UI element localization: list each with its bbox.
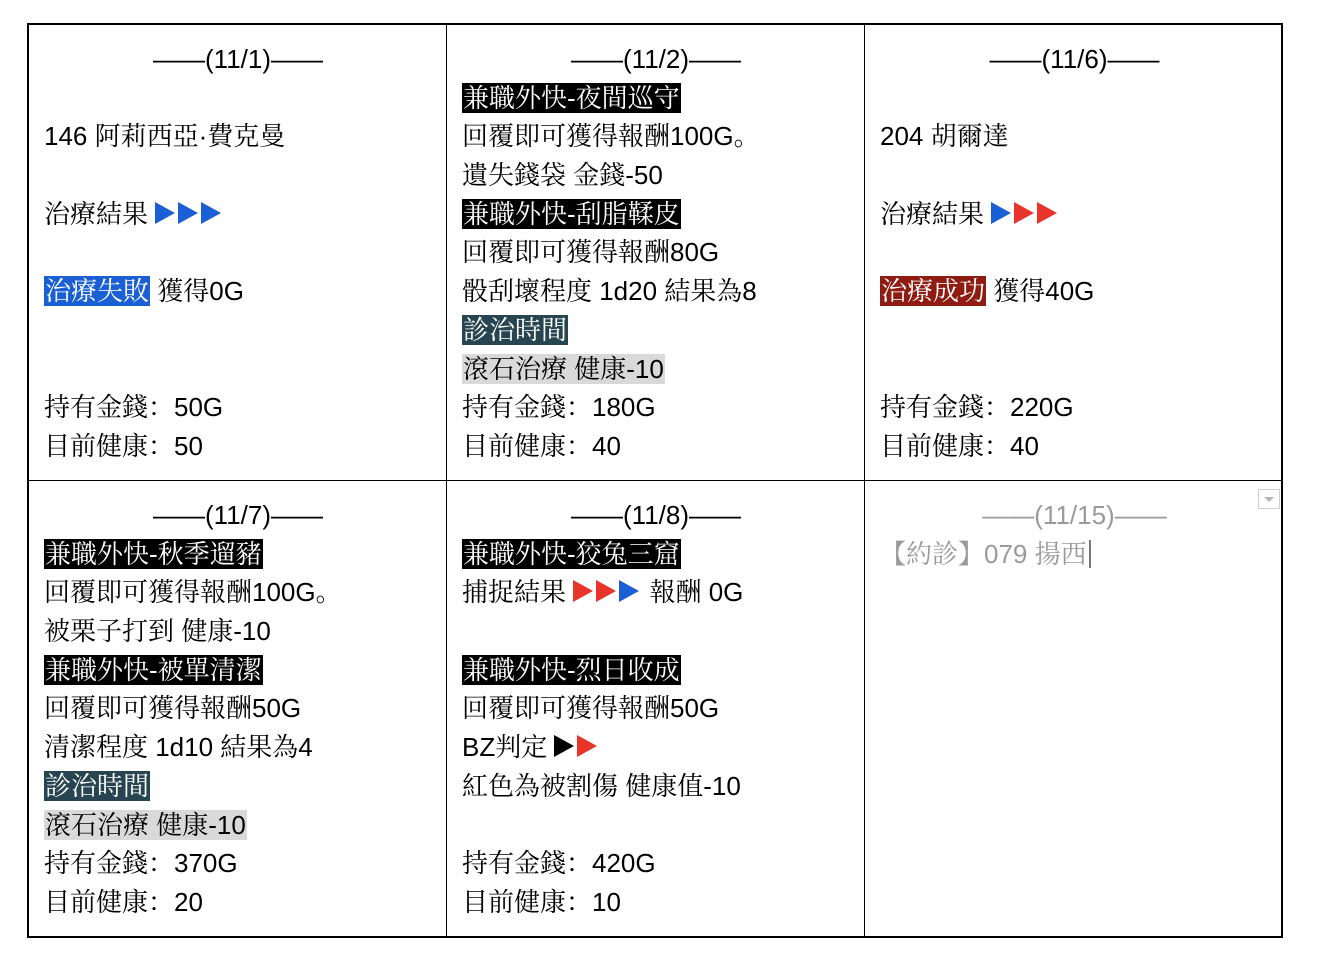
triangle-red-icon	[577, 735, 597, 757]
capture-result-label: 捕捉結果	[462, 577, 567, 608]
job-reward: 報酬 0G	[649, 577, 744, 608]
health-status: 目前健康：50	[44, 430, 203, 461]
triangle-blue-icon	[178, 202, 198, 224]
job-title: 兼職外快-刮脂鞣皮	[463, 198, 680, 229]
triangle-red-icon	[1014, 202, 1034, 224]
triangle-blue-icon	[619, 580, 639, 602]
job-event: 骰刮壞程度 1d20 結果為8	[462, 276, 757, 307]
clinic-title: 診治時間	[45, 770, 150, 801]
job-event: 清潔程度 1d10 結果為4	[44, 732, 313, 763]
job-title: 兼職外快-被單清潔	[45, 654, 262, 685]
health-status: 目前健康：40	[880, 430, 1039, 461]
job-reward: 回覆即可獲得報酬100G。	[44, 577, 342, 608]
triangle-red-icon	[1037, 202, 1057, 224]
treatment-result-label: 治療結果	[880, 198, 985, 229]
job-reward: 回覆即可獲得報酬80G	[462, 237, 720, 268]
job-reward: 回覆即可獲得報酬50G	[462, 693, 720, 724]
treatment-fail-tag: 治療失敗	[45, 276, 150, 307]
cell-date: ——(11/8)——	[571, 500, 741, 530]
treatment-outcome-row	[44, 272, 432, 311]
money-status: 持有金錢：370G	[44, 848, 238, 879]
treatment-outcome-row	[880, 272, 1269, 311]
health-status: 目前健康：10	[462, 886, 621, 917]
money-status: 持有金錢：180G	[462, 392, 656, 423]
clinic-text: 滾石治療 健康-10	[463, 353, 664, 384]
cell-11-6[interactable]	[865, 25, 1283, 481]
job-reward: 回覆即可獲得報酬100G。	[462, 121, 760, 152]
cell-date: ——(11/1)——	[153, 44, 323, 74]
clinic-text: 滾石治療 健康-10	[45, 809, 246, 840]
cell-date: ——(11/2)——	[571, 44, 741, 74]
cell-date: ——(11/6)——	[989, 44, 1160, 74]
appointment-draft[interactable]	[880, 535, 1269, 574]
treatment-result-row	[880, 195, 1269, 234]
treatment-reward: 獲得40G	[993, 276, 1095, 307]
triangle-red-icon	[573, 580, 593, 602]
triangle-red-icon	[596, 580, 616, 602]
bz-judge-label: BZ判定	[462, 732, 548, 763]
job-event: 被栗子打到 健康-10	[44, 616, 271, 647]
cell-11-1[interactable]	[29, 25, 447, 481]
clinic-title: 診治時間	[463, 314, 568, 345]
treatment-reward: 獲得0G	[157, 276, 244, 307]
cell-11-7[interactable]	[29, 481, 447, 936]
cell-date: ——(11/15)——	[982, 500, 1167, 530]
money-status: 持有金錢：50G	[44, 392, 224, 423]
cell-11-8[interactable]	[447, 481, 865, 936]
triangle-black-icon	[554, 735, 574, 757]
job-title: 兼職外快-夜間巡守	[463, 82, 680, 113]
treatment-result-row	[44, 195, 432, 234]
job-event: 紅色為被割傷 健康值-10	[462, 770, 741, 801]
dropdown-icon[interactable]	[1258, 489, 1280, 509]
cell-11-2[interactable]	[447, 25, 865, 481]
patient-name: 146 阿莉西亞·費克曼	[44, 121, 286, 152]
bz-judge-row	[462, 728, 850, 767]
job-title: 兼職外快-秋季遛豬	[45, 538, 262, 569]
patient-name: 204 胡爾達	[880, 121, 1009, 152]
triangle-blue-icon	[991, 202, 1011, 224]
job-event: 遺失錢袋 金錢-50	[462, 160, 663, 191]
cell-11-15[interactable]	[865, 481, 1283, 936]
treatment-result-label: 治療結果	[44, 198, 149, 229]
money-status: 持有金錢：420G	[462, 848, 656, 879]
job-title: 兼職外快-狡兔三窟	[463, 538, 680, 569]
job-title: 兼職外快-烈日收成	[463, 654, 680, 685]
health-status: 目前健康：40	[462, 430, 621, 461]
triangle-blue-icon	[201, 202, 221, 224]
cell-date: ——(11/7)——	[153, 500, 323, 530]
treatment-success-tag: 治療成功	[881, 276, 986, 307]
health-status: 目前健康：20	[44, 886, 203, 917]
log-table	[27, 23, 1283, 938]
appointment-draft-text: 【約診】079 揚西	[880, 538, 1087, 569]
triangle-blue-icon	[155, 202, 175, 224]
capture-result-row	[462, 573, 850, 612]
money-status: 持有金錢：220G	[880, 392, 1074, 423]
job-reward: 回覆即可獲得報酬50G	[44, 693, 302, 724]
text-cursor	[1089, 540, 1091, 568]
